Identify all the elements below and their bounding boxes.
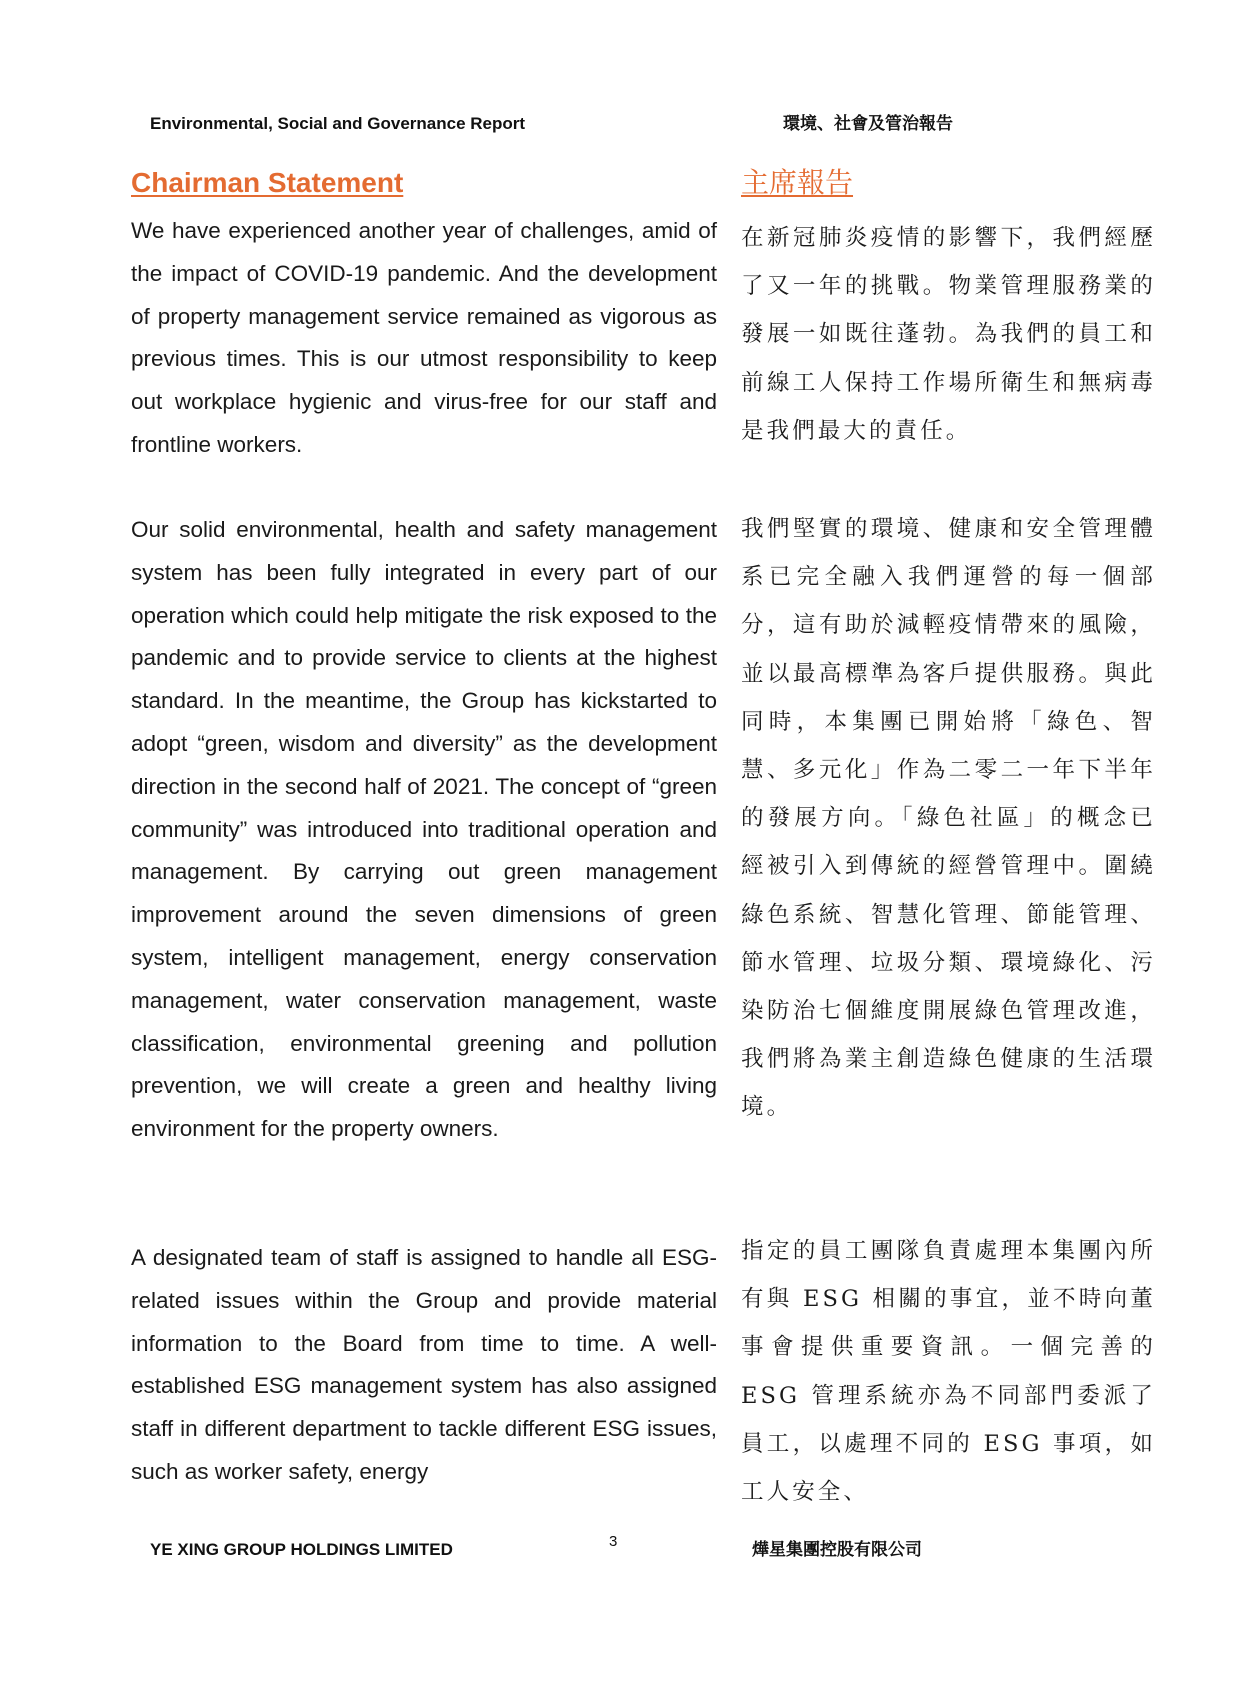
paragraph-text: 在新冠肺炎疫情的影響下，我們經歷了又一年的挑戰。物業管理服務業的發展一如既往蓬勃。為我們的員工和前線工人保持工作場所衛生和無病毒是我們最大的責任。: [741, 225, 1156, 444]
paragraph-text: We have experienced another year of challenges, amid of the impact of COVID-19 pandemic. And the development of property management service remained as vigorous as previous times. This is our utmost responsibility to keep out workplace hygienic and virus-free for our staff and frontline workers.: [131, 218, 717, 457]
footer-company-en: YE XING GROUP HOLDINGS LIMITED: [150, 1540, 453, 1559]
paragraph-text: A designated team of staff is assigned to handle all ESG-related issues within the Group and provide material information to the Board from time to time. A well-established ESG management system has also assigned staff in different department to tackle different ESG issues, such as worker safety, energy: [131, 1245, 717, 1484]
chinese-paragraph-2: [741, 505, 1156, 1132]
section-title-zh: 主席報告: [741, 166, 854, 199]
paragraph-text: Our solid environmental, health and safety management system has been fully integrated in every part of our operation which could help mitigate the risk exposed to the pandemic and to provide service to clients at the highest standard. In the meantime, the Group has kickstarted to adopt “green, wisdom and diversity” as the development direction in the second half of 2021. The concept of “green community” was introduced into traditional operation and management. By carrying out green management improvement around the seven dimensions of green system, intelligent management, energy conservation management, water conservation management, waste classification, environmental greening and pollution prevention, we will create a green and healthy living environment for the property owners.: [131, 517, 717, 1142]
paragraph-text: 我們堅實的環境、健康和安全管理體系已完全融入我們運營的每一個部分，這有助於減輕疫情帶來的風險，並以最高標準為客戶提供服務。與此同時，本集團已開始將「綠色、智慧、多元化」作為二零二一年下半年的發展方向。「綠色社區」的概念已經被引入到傳統的經營管理中。圍繞綠色系統、智慧化管理、節能管理、節水管理、垃圾分類、環境綠化、污染防治七個維度開展綠色管理改進，我們將為業主創造綠色健康的生活環境。: [741, 516, 1156, 1121]
chinese-paragraph-3: [741, 1227, 1156, 1516]
section-title-en: Chairman Statement: [131, 167, 404, 198]
english-paragraph-1: [131, 210, 717, 467]
report-header-zh: 環境、社會及管治報告: [783, 114, 953, 134]
chinese-paragraph-1: [741, 214, 1156, 455]
page-number: 3: [609, 1533, 618, 1550]
english-paragraph-3: [131, 1237, 717, 1494]
english-paragraph-2: [131, 509, 717, 1151]
footer-company-zh: 燁星集團控股有限公司: [752, 1540, 922, 1560]
paragraph-text: 指定的員工團隊負責處理本集團內所有與 ESG 相關的事宜，並不時向董事會提供重要資訊。一個完善的 ESG 管理系統亦為不同部門委派了員工，以處理不同的 ESG 事項，如工人安全、: [741, 1238, 1156, 1506]
report-header-en: Environmental, Social and Governance Report: [150, 114, 526, 133]
